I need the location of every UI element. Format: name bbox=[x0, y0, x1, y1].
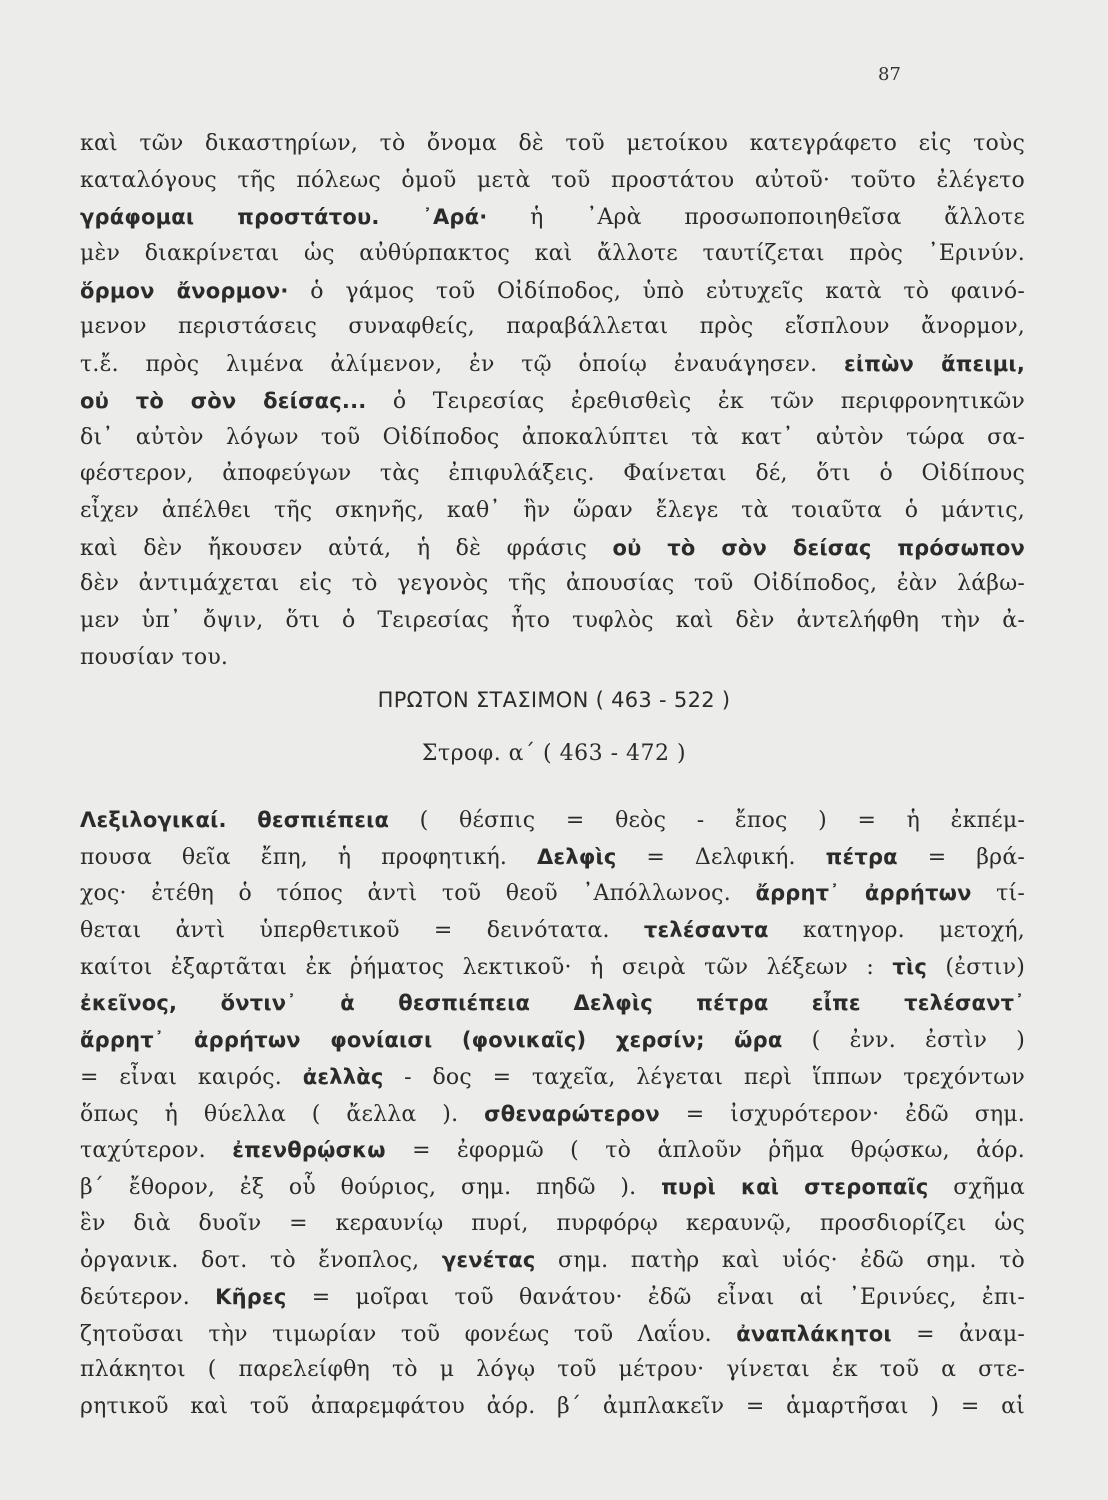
text-run: β΄ ἔθορον, ἐξ οὗ θούριος, σημ. πηδῶ ). bbox=[80, 1174, 662, 1200]
bold-term: ᾿Αρά· bbox=[422, 205, 488, 230]
text-run: ὁ Τειρεσίας ἐρεθισθεὶς ἐκ τῶν περιφρονητικῶν bbox=[366, 388, 1025, 414]
text-run: καταλόγους τῆς πόλεως ὁμοῦ μετὰ τοῦ προστάτου αὐτοῦ· τοῦτο ἐλέγετο bbox=[80, 167, 1025, 193]
text-run: ρητικοῦ καὶ τοῦ ἀπαρεμφάτου ἀόρ. β΄ ἀμπλακεῖν = ἁμαρτῆσαι ) = αἱ bbox=[80, 1394, 1025, 1419]
text-run: πλάκητοι ( παρελείφθη τὸ μ λόγῳ τοῦ μέτρου· γίνεται ἐκ τοῦ α στε- bbox=[80, 1357, 1025, 1383]
bold-term: σθεναρώτερον bbox=[484, 1101, 660, 1126]
text-run: δι᾿ αὐτὸν λόγων τοῦ Οἰδίποδος ἀποκαλύπτει τὰ κατ᾿ αὐτὸν τώρα σα- bbox=[80, 424, 1025, 450]
text-run: δεύτερον. bbox=[80, 1284, 216, 1310]
text-run: μεν ὑπ᾿ ὄψιν, ὅτι ὁ Τειρεσίας ἦτο τυφλὸς καὶ δὲν ἀντελήφθη τὴν ἀ- bbox=[80, 607, 1025, 633]
text-run: πουσα θεῖα ἔπη, ἡ προφητική. bbox=[80, 844, 537, 870]
text-run: = ἰσχυρότερον· ἐδῶ σημ. bbox=[659, 1101, 1025, 1127]
text-line bbox=[80, 640, 1025, 677]
text-line bbox=[80, 1059, 1025, 1096]
text-line bbox=[80, 949, 1025, 986]
bold-term: Δελφὶς bbox=[536, 844, 617, 869]
bold-term: ἀελλὰς bbox=[302, 1064, 384, 1089]
text-line bbox=[80, 273, 1025, 310]
text-line bbox=[80, 199, 1025, 236]
text-line bbox=[80, 802, 1025, 839]
bold-term: Λεξιλογικαί. bbox=[80, 808, 227, 832]
text-line bbox=[80, 1206, 1025, 1243]
text-run: καίτοι ἐξαρτᾶται ἐκ ῥήματος λεκτικοῦ· ἡ σειρὰ τῶν λέξεων : bbox=[80, 954, 893, 980]
bold-term: ἄρρητ᾿ ἀρρήτων φονίαισι (φονικαῖς) χερσίν; ὥρα bbox=[80, 1028, 783, 1053]
text-run: ἓν διὰ δυοῖν = κεραυνίῳ πυρί, πυρφόρῳ κεραυνῷ, προσδιορίζει ὡς bbox=[80, 1210, 1025, 1236]
text-run: ἡ ᾿Αρὰ προσωποποιηθεῖσα ἄλλοτε bbox=[487, 205, 1025, 231]
text-line bbox=[80, 566, 1025, 603]
text-line bbox=[80, 839, 1025, 876]
text-run: μενον περιστάσεις συναφθείς, παραβάλλεται πρὸς εἴσπλουν ἄνορμον, bbox=[80, 314, 1025, 340]
bold-term: Κῆρες bbox=[215, 1284, 287, 1309]
text-run: = βρά- bbox=[897, 844, 1026, 870]
text-line bbox=[80, 1242, 1025, 1279]
text-run: = ἀναμ- bbox=[891, 1321, 1025, 1347]
bold-term: ἐπενθρῴσκω bbox=[232, 1138, 386, 1163]
bold-term: πυρὶ καὶ στεροπαῖς bbox=[661, 1174, 929, 1199]
text-line bbox=[80, 456, 1025, 493]
section-heading: ΠΡΩΤΟΝ ΣΤΑΣΙΜΟΝ ( 463 - 522 ) bbox=[377, 688, 731, 712]
text-run bbox=[380, 205, 423, 230]
text-run: κατηγορ. μετοχή, bbox=[768, 918, 1025, 944]
text-run bbox=[227, 808, 258, 833]
text-line bbox=[80, 1352, 1025, 1389]
text-line bbox=[80, 1132, 1025, 1169]
text-run: τί- bbox=[971, 881, 1025, 907]
text-run: ὅπως ἡ θύελλα ( ἄελλα ). bbox=[80, 1101, 485, 1127]
text-line bbox=[80, 1169, 1025, 1206]
text-run: ὀργανικ. δοτ. τὸ ἔνοπλος, bbox=[80, 1248, 442, 1274]
text-run: ζητοῦσαι τὴν τιμωρίαν τοῦ φονέως τοῦ Λαΐου. bbox=[80, 1321, 737, 1347]
text-run: εἶχεν ἀπέλθει τῆς σκηνῆς, καθ᾿ ἣν ὥραν ἔλεγε τὰ τοιαῦτα ὁ μάντις, bbox=[80, 497, 1025, 523]
bold-term: εἰπὼν ἄπειμι, bbox=[844, 352, 1025, 377]
text-run: = ἐφορμῶ ( τὸ ἁπλοῦν ῥῆμα θρῴσκω, ἀόρ. bbox=[385, 1138, 1026, 1164]
text-line bbox=[80, 420, 1025, 457]
bold-term: οὐ τὸ σὸν δείσας... bbox=[80, 388, 367, 413]
bold-term: ἀναπλάκητοι bbox=[736, 1321, 892, 1346]
bold-term: οὐ τὸ σὸν δείσας πρόσωπον bbox=[612, 535, 1025, 560]
bold-term: γράφομαι προστάτου. bbox=[80, 205, 380, 230]
text-run: ταχύτερον. bbox=[80, 1138, 233, 1164]
paragraph-1 bbox=[80, 126, 1025, 676]
text-run: = μοῖραι τοῦ θανάτου· ἐδῶ εἶναι αἱ ᾿Ερινύες, ἐπι- bbox=[286, 1284, 1025, 1310]
text-line bbox=[80, 346, 1025, 383]
text-run: σχῆμα bbox=[928, 1174, 1025, 1200]
text-run: = Δελφική. bbox=[616, 844, 826, 870]
bold-term: τελέσαντα bbox=[643, 918, 769, 943]
text-line bbox=[80, 309, 1025, 346]
text-run: μὲν διακρίνεται ὡς αὐθύρπακτος καὶ ἄλλοτε ταυτίζεται πρὸς ᾿Ερινύν. bbox=[80, 241, 1025, 267]
text-run: σημ. πατὴρ καὶ υἱός· ἐδῶ σημ. τὸ bbox=[535, 1248, 1025, 1274]
bold-term: γενέτας bbox=[441, 1248, 536, 1273]
text-run: καὶ τῶν δικαστηρίων, τὸ ὄνομα δὲ τοῦ μετοίκου κατεγράφετο εἰς τοὺς bbox=[80, 131, 1025, 156]
section-subheading: Στροφ. α΄ ( 463 - 472 ) bbox=[421, 741, 687, 766]
text-run: ( θέσπις = θεὸς - ἔπος ) = ἡ ἐκπέμ- bbox=[389, 808, 1025, 833]
text-line bbox=[80, 1279, 1025, 1316]
text-line bbox=[80, 1316, 1025, 1353]
text-line bbox=[80, 875, 1025, 912]
text-run: δὲν ἀντιμάχεται εἰς τὸ γεγονὸς τῆς ἀπουσίας τοῦ Οἰδίποδος, ἐὰν λάβω- bbox=[80, 571, 1025, 597]
text-line bbox=[80, 1022, 1025, 1059]
text-line bbox=[80, 1096, 1025, 1133]
text-run: καὶ δὲν ἤκουσεν αὐτά, ἡ δὲ φράσις bbox=[80, 535, 613, 561]
bold-term: ὅρμον ἄνορμον· bbox=[80, 278, 289, 303]
paragraph-2 bbox=[80, 802, 1025, 1426]
bold-term: ἄρρητ᾿ ἀρρήτων bbox=[755, 881, 972, 906]
text-run: φέστερον, ἀποφεύγων τὰς ἐπιφυλάξεις. Φαίνεται δέ, ὅτι ὁ Οἰδίπους bbox=[80, 461, 1025, 487]
text-run: = εἶναι καιρός. bbox=[80, 1064, 303, 1090]
text-run: (ἐστιν) bbox=[927, 954, 1025, 980]
bold-term: θεσπιέπεια bbox=[257, 808, 390, 832]
text-line bbox=[80, 493, 1025, 530]
text-line bbox=[80, 985, 1025, 1022]
text-line bbox=[80, 603, 1025, 640]
text-line bbox=[80, 163, 1025, 200]
bold-term: τὶς bbox=[892, 954, 928, 979]
text-run: ( ἐνν. ἐστὶν ) bbox=[782, 1028, 1025, 1054]
text-line bbox=[80, 236, 1025, 273]
text-line bbox=[80, 126, 1025, 163]
bold-term: πέτρα bbox=[825, 844, 898, 869]
text-run: θεται ἀντὶ ὑπερθετικοῦ = δεινότατα. bbox=[80, 918, 644, 944]
text-line bbox=[80, 530, 1025, 567]
bold-term: ἐκεῖνος, ὅντιν᾿ ἁ θεσπιέπεια Δελφὶς πέτρα εἶπε τελέσαντ᾿ bbox=[80, 991, 1025, 1016]
text-line bbox=[80, 383, 1025, 420]
text-run: τ.ἔ. πρὸς λιμένα ἀλίμενον, ἐν τῷ ὁποίῳ ἐναυάγησεν. bbox=[80, 352, 844, 378]
text-run: - δος = ταχεῖα, λέγεται περὶ ἵππων τρεχόντων bbox=[383, 1064, 1026, 1090]
text-run: ὁ γάμος τοῦ Οἰδίποδος, ὑπὸ εὐτυχεῖς κατὰ τὸ φαινό- bbox=[288, 278, 1025, 304]
text-run: χος· ἐτέθη ὁ τόπος ἀντὶ τοῦ θεοῦ ᾿Απόλλωνος. bbox=[80, 881, 756, 907]
page-number: 87 bbox=[878, 64, 901, 85]
text-line bbox=[80, 1389, 1025, 1426]
text-run: πουσίαν του. bbox=[80, 644, 229, 670]
text-line bbox=[80, 912, 1025, 949]
